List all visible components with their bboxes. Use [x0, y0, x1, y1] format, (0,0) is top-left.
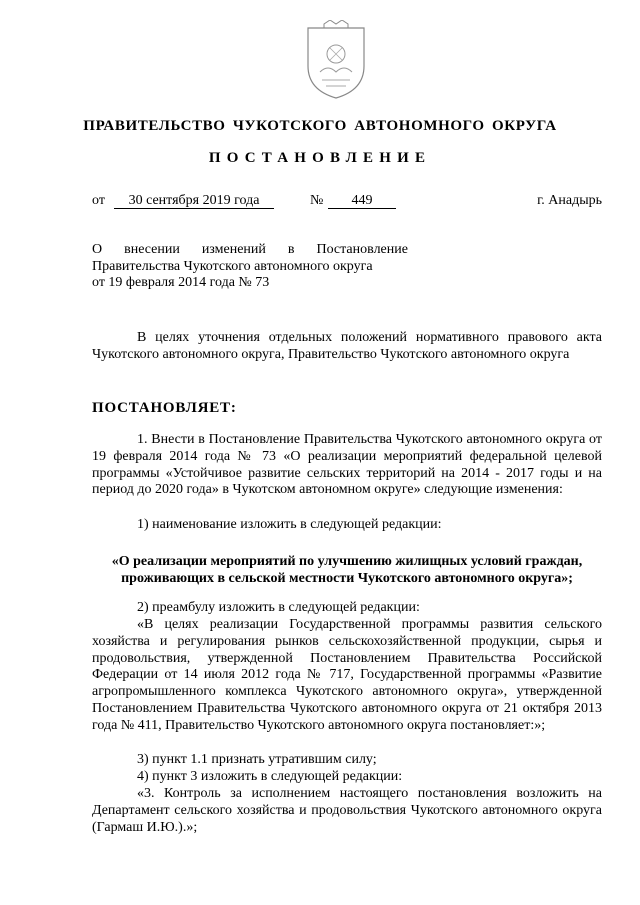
resolves-heading: ПОСТАНОВЛЯЕТ:	[92, 400, 237, 416]
new-title: «О реализации мероприятий по улучшению жилищных условий граждан, проживающих в сельской местности Чукотского автономного округа»;	[111, 554, 583, 586]
coat-of-arms-icon	[302, 20, 370, 102]
item-1-2: 2) преамбулу изложить в следующей редакции:	[137, 600, 420, 615]
document-meta	[92, 193, 602, 211]
document-subject	[92, 242, 408, 292]
item-1-4: 4) пункт 3 изложить в следующей редакции:	[137, 769, 403, 784]
document-number: 449	[328, 193, 396, 209]
subject-line-2: Правительства Чукотского автономного округа	[92, 258, 373, 274]
item-1-3: 3) пункт 1.1 признать утратившим силу;	[137, 752, 377, 767]
number-prefix: №	[310, 193, 324, 208]
date-prefix: от	[92, 193, 105, 208]
item-1: 1. Внести в Постановление Правительства Чукотского автономного округа от 19 февраля 2014 года № 73 «О реализации мероприятий федеральной целевой программы «Устойчивое развитие сельских территорий на 2014 - 2017 годы и на период до 2020 года» в Чукотском автономном округе» следующие изменения:	[92, 432, 602, 498]
organization-name: ПРАВИТЕЛЬСТВО ЧУКОТСКОГО АВТОНОМНОГО ОКРУГА	[83, 118, 557, 134]
subject-line-3: от 19 февраля 2014 года № 73	[92, 275, 270, 290]
new-preamble: «В целях реализации Государственной программы развития сельского хозяйства и регулирования рынков сельскохозяйственной продукции, сырья и продовольствия, утвержденной Постановлением Правительства Российской Федерации от 14 июля 2012 года № 717, Государственной программы «Развитие агропромышленного комплекса Чукотского автономного округа», утвержденной Постановлением Правительства Чукотского автономного округа от 21 октября 2013 года № 411, Правительство Чукотского автономного округа постановляет:»;	[92, 617, 602, 733]
preamble: В целях уточнения отдельных положений нормативного правового акта Чукотского автономного округа, Правительство Чукотского автономного округа	[92, 330, 602, 362]
subject-line-1: О внесении изменений в Постановление	[92, 242, 408, 257]
document-place: г. Анадырь	[537, 193, 602, 208]
new-item-3: «3. Контроль за исполнением настоящего постановления возложить на Департамент сельского хозяйства и продовольствия Чукотского автономного округа (Гармаш И.Ю.).»;	[92, 786, 602, 835]
document-date: 30 сентября 2019 года	[114, 193, 274, 209]
item-1-1: 1) наименование изложить в следующей редакции:	[137, 517, 442, 532]
document-type: ПОСТАНОВЛЕНИЕ	[208, 150, 432, 166]
